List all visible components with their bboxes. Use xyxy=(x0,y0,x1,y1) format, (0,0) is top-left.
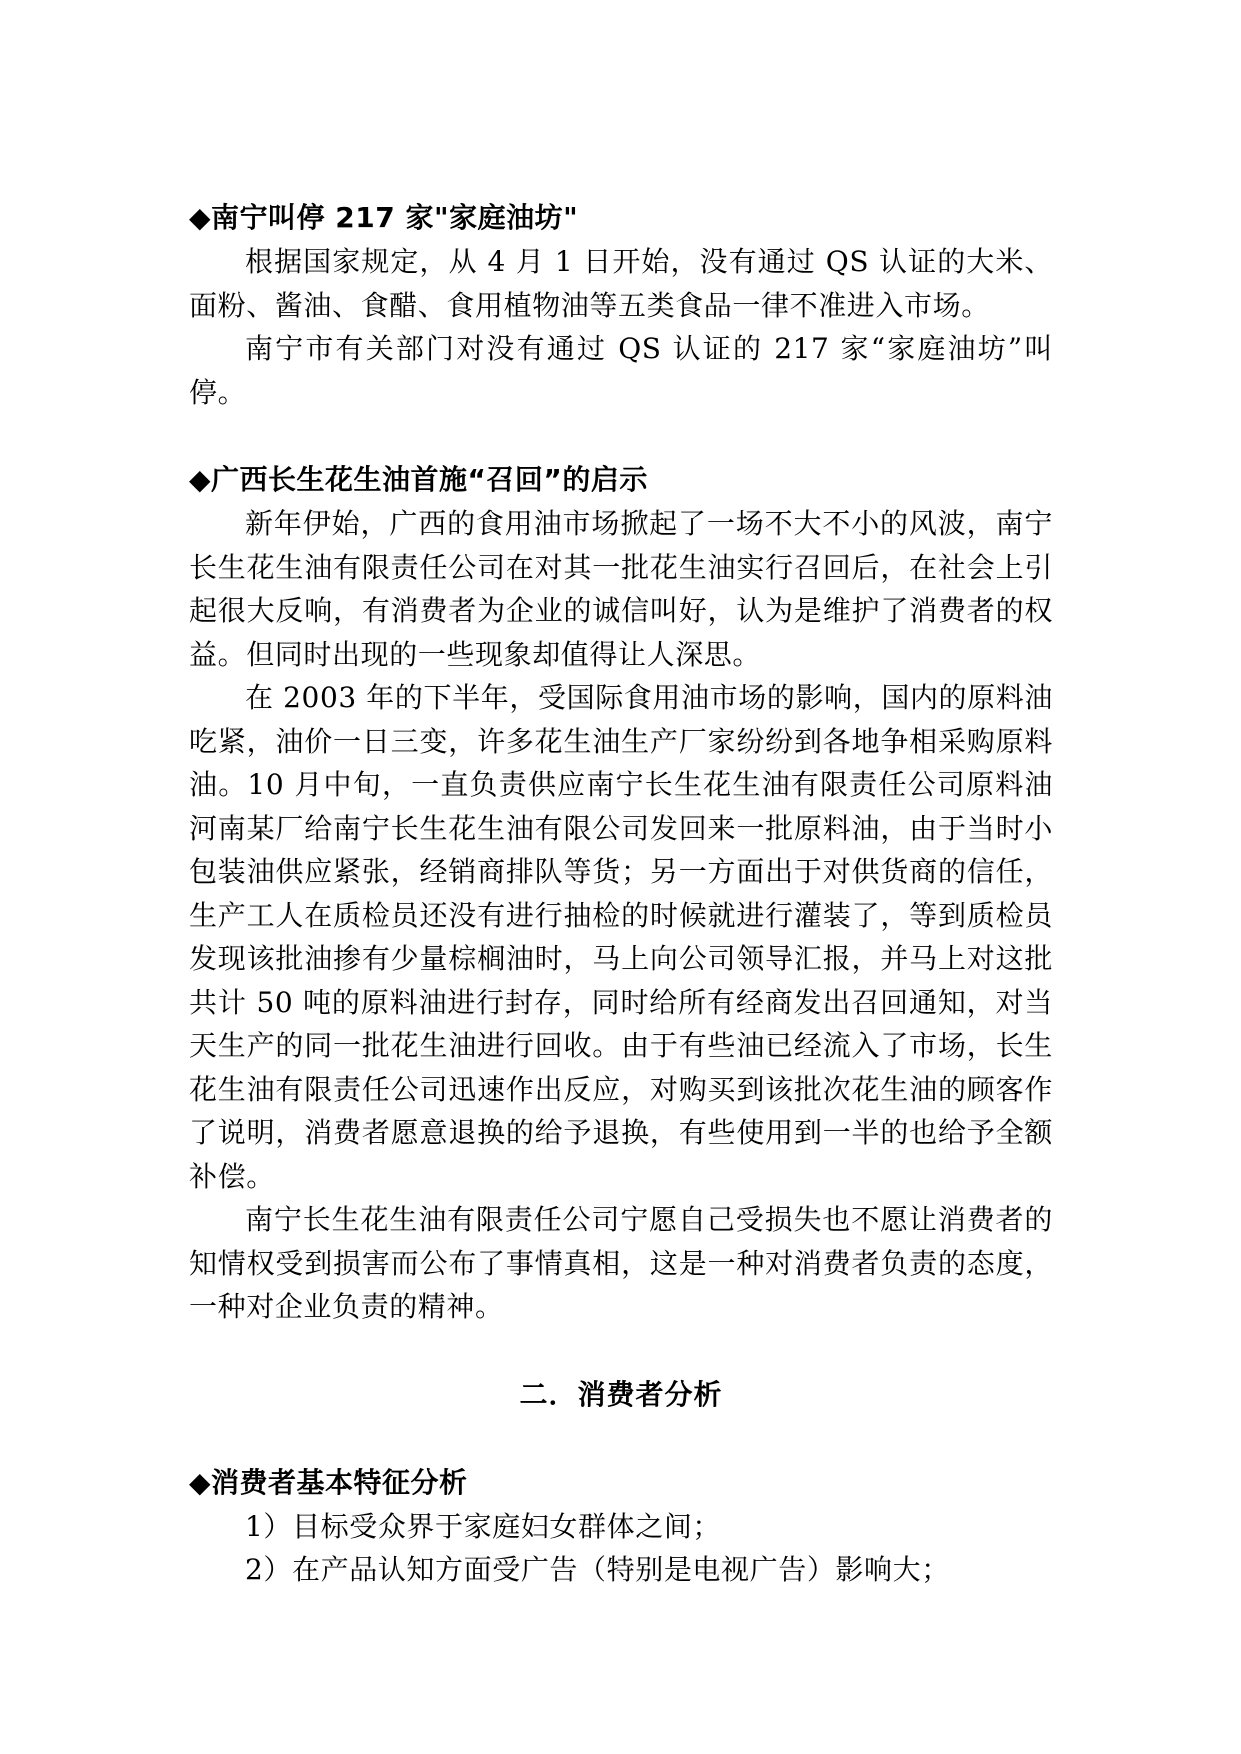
section-heading-recall: ◆广西长生花生油首施“召回”的启示 xyxy=(189,463,648,496)
paragraph: 根据国家规定，从 4 月 1 日开始，没有通过 QS 认证的大米、面粉、酱油、食醋、食用植物油等五类食品一律不准进入市场。 xyxy=(189,245,1053,322)
paragraph: 南宁长生花生油有限责任公司宁愿自己受损失也不愿让消费者的知情权受到损害而公布了事情真相，这是一种对消费者负责的态度，一种对企业负责的精神。 xyxy=(189,1203,1053,1323)
list-item: 2）在产品认知方面受广告（特别是电视广告）影响大； xyxy=(245,1553,950,1586)
document-page xyxy=(189,196,1053,1592)
paragraph: 新年伊始，广西的食用油市场掀起了一场不大不小的风波，南宁长生花生油有限责任公司在对其一批花生油实行召回后，在社会上引起很大反响，有消费者为企业的诚信叫好，认为是维护了消费者的权益。但同时出现的一些现象却值得让人深思。 xyxy=(189,507,1053,671)
paragraph: 在 2003 年的下半年，受国际食用油市场的影响，国内的原料油吃紧，油价一日三变，许多花生油生产厂家纷纷到各地争相采购原料油。10 月中旬，一直负责供应南宁长生花生油有限责任公司原料油河南某厂给南宁长生花生油有限公司发回来一批原料油，由于当时小包装油供应紧张，经销商排队等货；另一方面出于对供货商的信任，生产工人在质检员还没有进行抽检的时候就进行灌装了，等到质检员发现该批油掺有少量棕榈油时，马上向公司领导汇报，并马上对这批共计 50 吨的原料油进行封存，同时给所有经商发出召回通知，对当天生产的同一批花生油进行回收。由于有些油已经流入了市场，长生花生油有限责任公司迅速作出反应，对购买到该批次花生油的顾客作了说明，消费者愿意退换的给予退换，有些使用到一半的也给予全额补偿。 xyxy=(189,681,1053,1193)
list-item: 1）目标受众界于家庭妇女群体之间； xyxy=(245,1509,722,1543)
section-title-consumer-analysis: 二．消费者分析 xyxy=(519,1377,723,1411)
spacer xyxy=(189,1329,1053,1373)
paragraph: 南宁市有关部门对没有通过 QS 认证的 217 家“家庭油坊”叫停。 xyxy=(189,332,1053,409)
spacer xyxy=(189,1417,1053,1461)
section-heading-consumer-features: ◆消费者基本特征分析 xyxy=(189,1465,468,1499)
section-heading-nanning: ◆南宁叫停 217 家"家庭油坊" xyxy=(189,201,579,234)
spacer xyxy=(189,414,1053,458)
